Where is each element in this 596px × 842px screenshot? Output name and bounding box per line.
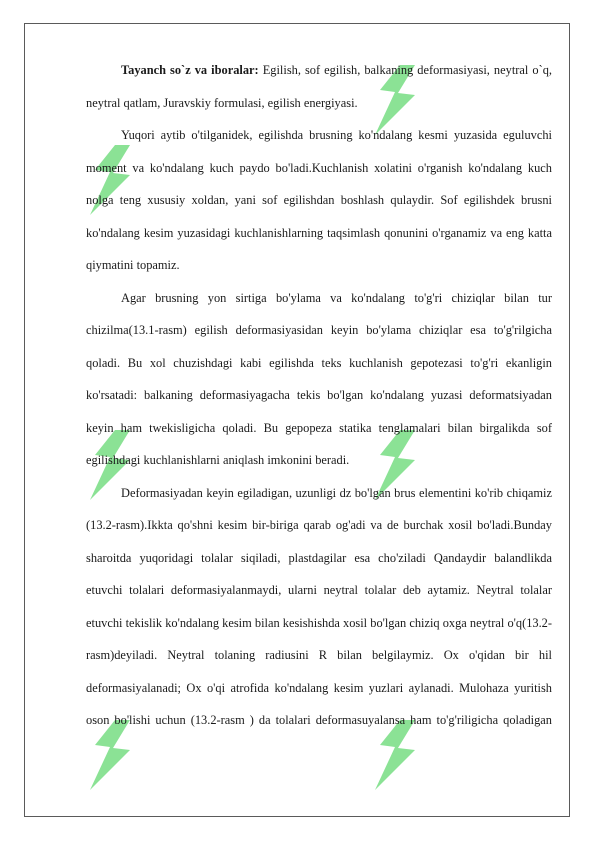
body-paragraph: Deformasiyadan keyin egiladigan, uzunligi dz bo'lgan brus elementini ko'rib chiqamiz (13.2-rasm).Ikkta qo'shni kesim bir-biriga qarab og'adi va de burchak xosil bo'ladi.Bunday sharoitda yuqoridagi tolalar siqiladi, plastdagilar esa cho'ziladi Qandaydir balandlikda etuvchi tolalari deformasiyalanmaydi, ularni neytral tolalar deb aytamiz. Neytral tolalar etuvchi tekislik ko'ndalang kesim bilan kesishishda xosil bo'lgan chiziq oxga neytral o'q(13.2-rasm)deyiladi. Neytral tolaning radiusini R bilan belgilaymiz. Ox o'qidan bir hil deformasiyalanadi; Ox o'qi atrofida ko'ndalang kesim yuzlari aylanadi. Mulohaza yuritish oson bo'lishi uchun (13.2-rasm ) da tolalari deformasuyalansa ham to'g'riligicha qoladigan [86, 485, 552, 727]
document-body [86, 54, 552, 737]
keywords-text: Egilish, sof egilish, balkaning deformasiyasi, neytral o`q, neytral qatlam, Juravskiy formulasi, egilish energiyasi. [86, 63, 552, 110]
body-paragraph: Yuqori aytib o'tilganidek, egilishda brusning ko'ndalang kesmi yuzasida eguluvchi moment va ko'ndalang kuch paydo bo'ladi.Kuchlanish xolatini o'rganish ko'ndalang kuch nolga teng xususiy xoldan, yani sof egilishdan boshlash qulaydir. Sof egilishdek brusni ko'ndalang kesim yuzasidagi kuchlanishlarning taqsimlash qonunini o'rganamiz va eng katta qiymatini topamiz. [86, 128, 552, 272]
keywords-paragraph [86, 54, 552, 119]
body-paragraph: Agar brusning yon sirtiga bo'ylama va ko'ndalang to'g'ri chiziqlar bilan tur chizilma(13.1-rasm) egilish deformasiyasidan keyin bo'ylama chiziqlar esa to'g'rilgicha qoladi. Bu xol chuzishdagi kabi egilishda teks kuchlanish gepotezasi to'g'ri ekanligin ko'rsatadi: balkaning deformasiyagacha tekis bo'lgan ko'ndalang yuzasi deformatsiyadan keyin ham twekisligicha qoladi. Bu gepopeza statika tenglamalari bilan birgalikda sof egilishdagi kuchlanishlarni aniqlash imkonini beradi. [86, 290, 552, 467]
keywords-label: Tayanch so`z va iboralar: [121, 63, 259, 77]
